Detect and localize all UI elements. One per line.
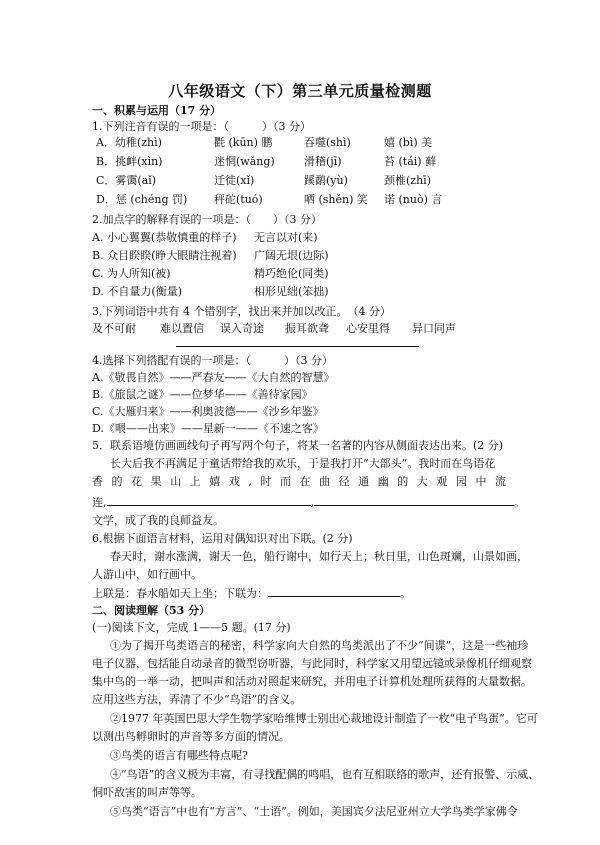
q3-word: 振耳欲聋 — [285, 322, 329, 335]
q5-fill-comma: , — [310, 496, 314, 509]
q1-option: 蹊鹬(yù) — [304, 174, 348, 187]
reading-line: 以测出鸟孵卵时的声音等多方面的情况。 — [92, 730, 290, 743]
q1-option: 秤砣(tuó) — [214, 193, 263, 206]
q5-passage-char: 园 — [455, 475, 467, 488]
reading-line: 电子仪器，包括能自动录音的微型窃听器，与此同时，科学家又用望远镜或录像机仔细观察 — [92, 657, 532, 670]
reading-line: ③鸟类的语言有哪些特点呢? — [110, 749, 248, 762]
q2-option: 无言以对(来) — [254, 231, 318, 244]
q5-passage-end: 文学，成了我的良师益友。 — [92, 514, 224, 527]
q5-passage-char: 通 — [358, 475, 370, 488]
q1-option: B．挑衅(xìn) — [96, 155, 163, 168]
q1-option: 颈椎(zhī) — [384, 174, 431, 187]
q5-fill-end: 。 — [514, 496, 525, 509]
q1-option: 苔 (tái) 藓 — [384, 155, 437, 168]
q5-passage-char: , — [248, 475, 252, 488]
q5-passage-char: 中 — [475, 475, 487, 488]
q5-passage-char: 花 — [131, 475, 143, 488]
q6-passage: 春天时，谢水涨满，谢天一色，船行谢中，如行天上；秋日里，山色斑斓，山景如画， — [110, 550, 528, 563]
q5-passage-line — [92, 475, 506, 489]
q6-blank[interactable] — [268, 586, 400, 597]
q6-passage: 人游山中，如行画中。 — [92, 568, 202, 581]
q1-option: 氍 (kūn) 鹏 — [214, 136, 273, 149]
q1-option: 嬉 (bì) 美 — [384, 136, 433, 149]
q6-fill-end: 。 — [400, 587, 411, 600]
reading-line: ⑤鸟类“语言”中也有“方言”、“土语”。例如，美国宾夕法尼亚州立大学鸟类学家佛令 — [110, 805, 518, 818]
q6-fill-line — [92, 586, 411, 601]
q5-passage-char: 流 — [494, 475, 506, 488]
page-title: 八年级语文（下）第三单元质量检测题 — [168, 82, 432, 100]
reading-line: ②1977 年英国巴思大学生物学家哈维博士别出心裁地设计制造了一枚“电子鸟蛋”。它可 — [110, 712, 538, 725]
q5-passage-char: 时 — [260, 475, 272, 488]
q5-passage-char: 戏 — [228, 475, 240, 488]
q1-stem: 1.下列注音有误的一项是：（ ）（3 分） — [92, 120, 311, 133]
reading-line: ④“鸟语”的含义极为丰富，有寻找配偶的鸣唱，也有互相联络的歌声，还有报警、示威、 — [110, 768, 540, 781]
q1-option: 吞噬(shì) — [304, 136, 351, 149]
q5-passage-char: 的 — [111, 475, 123, 488]
q3-word: 心安里得 — [346, 322, 390, 335]
q4-stem: 4.选择下列搭配有误的一项是：（ ）（3 分） — [92, 354, 333, 367]
q5-passage-char: 香 — [92, 475, 103, 488]
q5-passage-char: 曲 — [319, 475, 331, 488]
q5-fill-line — [92, 495, 525, 510]
section-heading-2: 二、阅读理解（53 分） — [92, 604, 211, 617]
q5-passage: 长大后我不再满足于童话带给我的欢乐，于是我打开“大部头”。我时而在鸟语花 — [110, 457, 496, 470]
q6-stem: 6.根据下面语言材料，运用对偶知识对出下联。(2 分) — [92, 532, 353, 545]
q1-option: 滑稽(jī) — [304, 155, 342, 168]
q4-option: C.《大雁归来》——利奥波德——《沙乡年鉴》 — [92, 405, 324, 418]
q2-option: A. 小心翼翼(恭敬慎重的样子) — [92, 231, 237, 244]
q2-option: D. 不自量力(衡量) — [92, 285, 183, 298]
q4-option: B.《旅鼠之谜》——位梦华——《善待家园》 — [92, 388, 313, 401]
q2-option: 相形见绌(笨拙) — [254, 285, 329, 298]
q5-fill-prefix: 连, — [92, 496, 107, 509]
reading-intro: (一)阅读下文，完成 1——5 题。(17 分) — [92, 621, 291, 634]
q4-option: A.《敬畏自然》——严春友——《大自然的智慧》 — [92, 371, 335, 384]
q5-stem: 5．联系语境仿画画线句子再写两个句子，将某一名著的内容从侧面表达出来。(2 分) — [92, 439, 504, 452]
q5-passage-char: 的 — [397, 475, 409, 488]
q5-passage-char: 大 — [416, 475, 428, 488]
q3-answer-line — [176, 346, 419, 347]
q1-option: A．幼稚(zhì) — [96, 136, 162, 149]
q1-option: 迷惘(wǎng) — [214, 155, 275, 168]
q6-fill-prefix: 上联是：春水船如天上坐；下联为： — [92, 587, 268, 600]
q2-option: C. 为人所知(被) — [92, 267, 171, 280]
q5-passage-char: 而 — [279, 475, 291, 488]
reading-line: 恫吓敌害的叫声等等。 — [92, 786, 202, 799]
q1-option: D．惩 (chéng 罚) — [96, 193, 188, 206]
q2-option: B. 众目睽睽(睁大眼睛注视着) — [92, 249, 237, 262]
reading-line: 应用这些方法，弄清了不少“鸟语”的含义。 — [92, 693, 302, 706]
q5-passage-char: 观 — [436, 475, 448, 488]
q3-stem: 3.下列词语中共有 4 个错别字，找出来并加以改正。 （4 分） — [92, 305, 391, 318]
q1-option: 诺 (nuò) 言 — [384, 193, 443, 206]
q3-word: 异口同声 — [412, 322, 456, 335]
q5-passage-char: 上 — [189, 475, 201, 488]
q4-option: D.《喂——出来》——星新一——《不速之客》 — [92, 422, 324, 435]
q1-option: 迁徙(xǐ) — [214, 174, 255, 187]
q5-passage-char: 山 — [170, 475, 182, 488]
reading-line: 集中鸟的一举一动，把叫声和活动对照起来研究，并用电子计算机处理所获得的大量数据。 — [92, 675, 532, 688]
q5-passage-char: 径 — [338, 475, 350, 488]
q2-stem: 2.加点字的解释有误的一项是：（ ）（3 分） — [92, 213, 322, 226]
q5-passage-char: 嬉 — [209, 475, 221, 488]
q1-option: 哂 (shěn) 笑 — [304, 193, 368, 206]
section-heading-1: 一、积累与运用（17 分） — [92, 104, 222, 117]
q3-word: 及不可耐 — [92, 322, 136, 335]
reading-line: ①为了揭开鸟类语言的秘密，科学家向大自然的鸟类派出了不少“间谍”，这是一些袖珍 — [110, 639, 529, 652]
q2-option: 精巧绝伦(同类) — [254, 267, 329, 280]
q3-word: 难以置信 — [160, 322, 204, 335]
q1-option: C．雾霭(aǐ) — [96, 174, 157, 187]
q5-passage-char: 在 — [299, 475, 311, 488]
q5-passage-char: 果 — [150, 475, 162, 488]
q5-blank-1[interactable] — [107, 495, 311, 506]
q2-option: 广阔无垠(边际) — [254, 249, 329, 262]
q3-word: 误入奇途 — [220, 322, 264, 335]
q5-blank-2[interactable] — [314, 495, 514, 506]
q5-passage-char: 幽 — [377, 475, 389, 488]
